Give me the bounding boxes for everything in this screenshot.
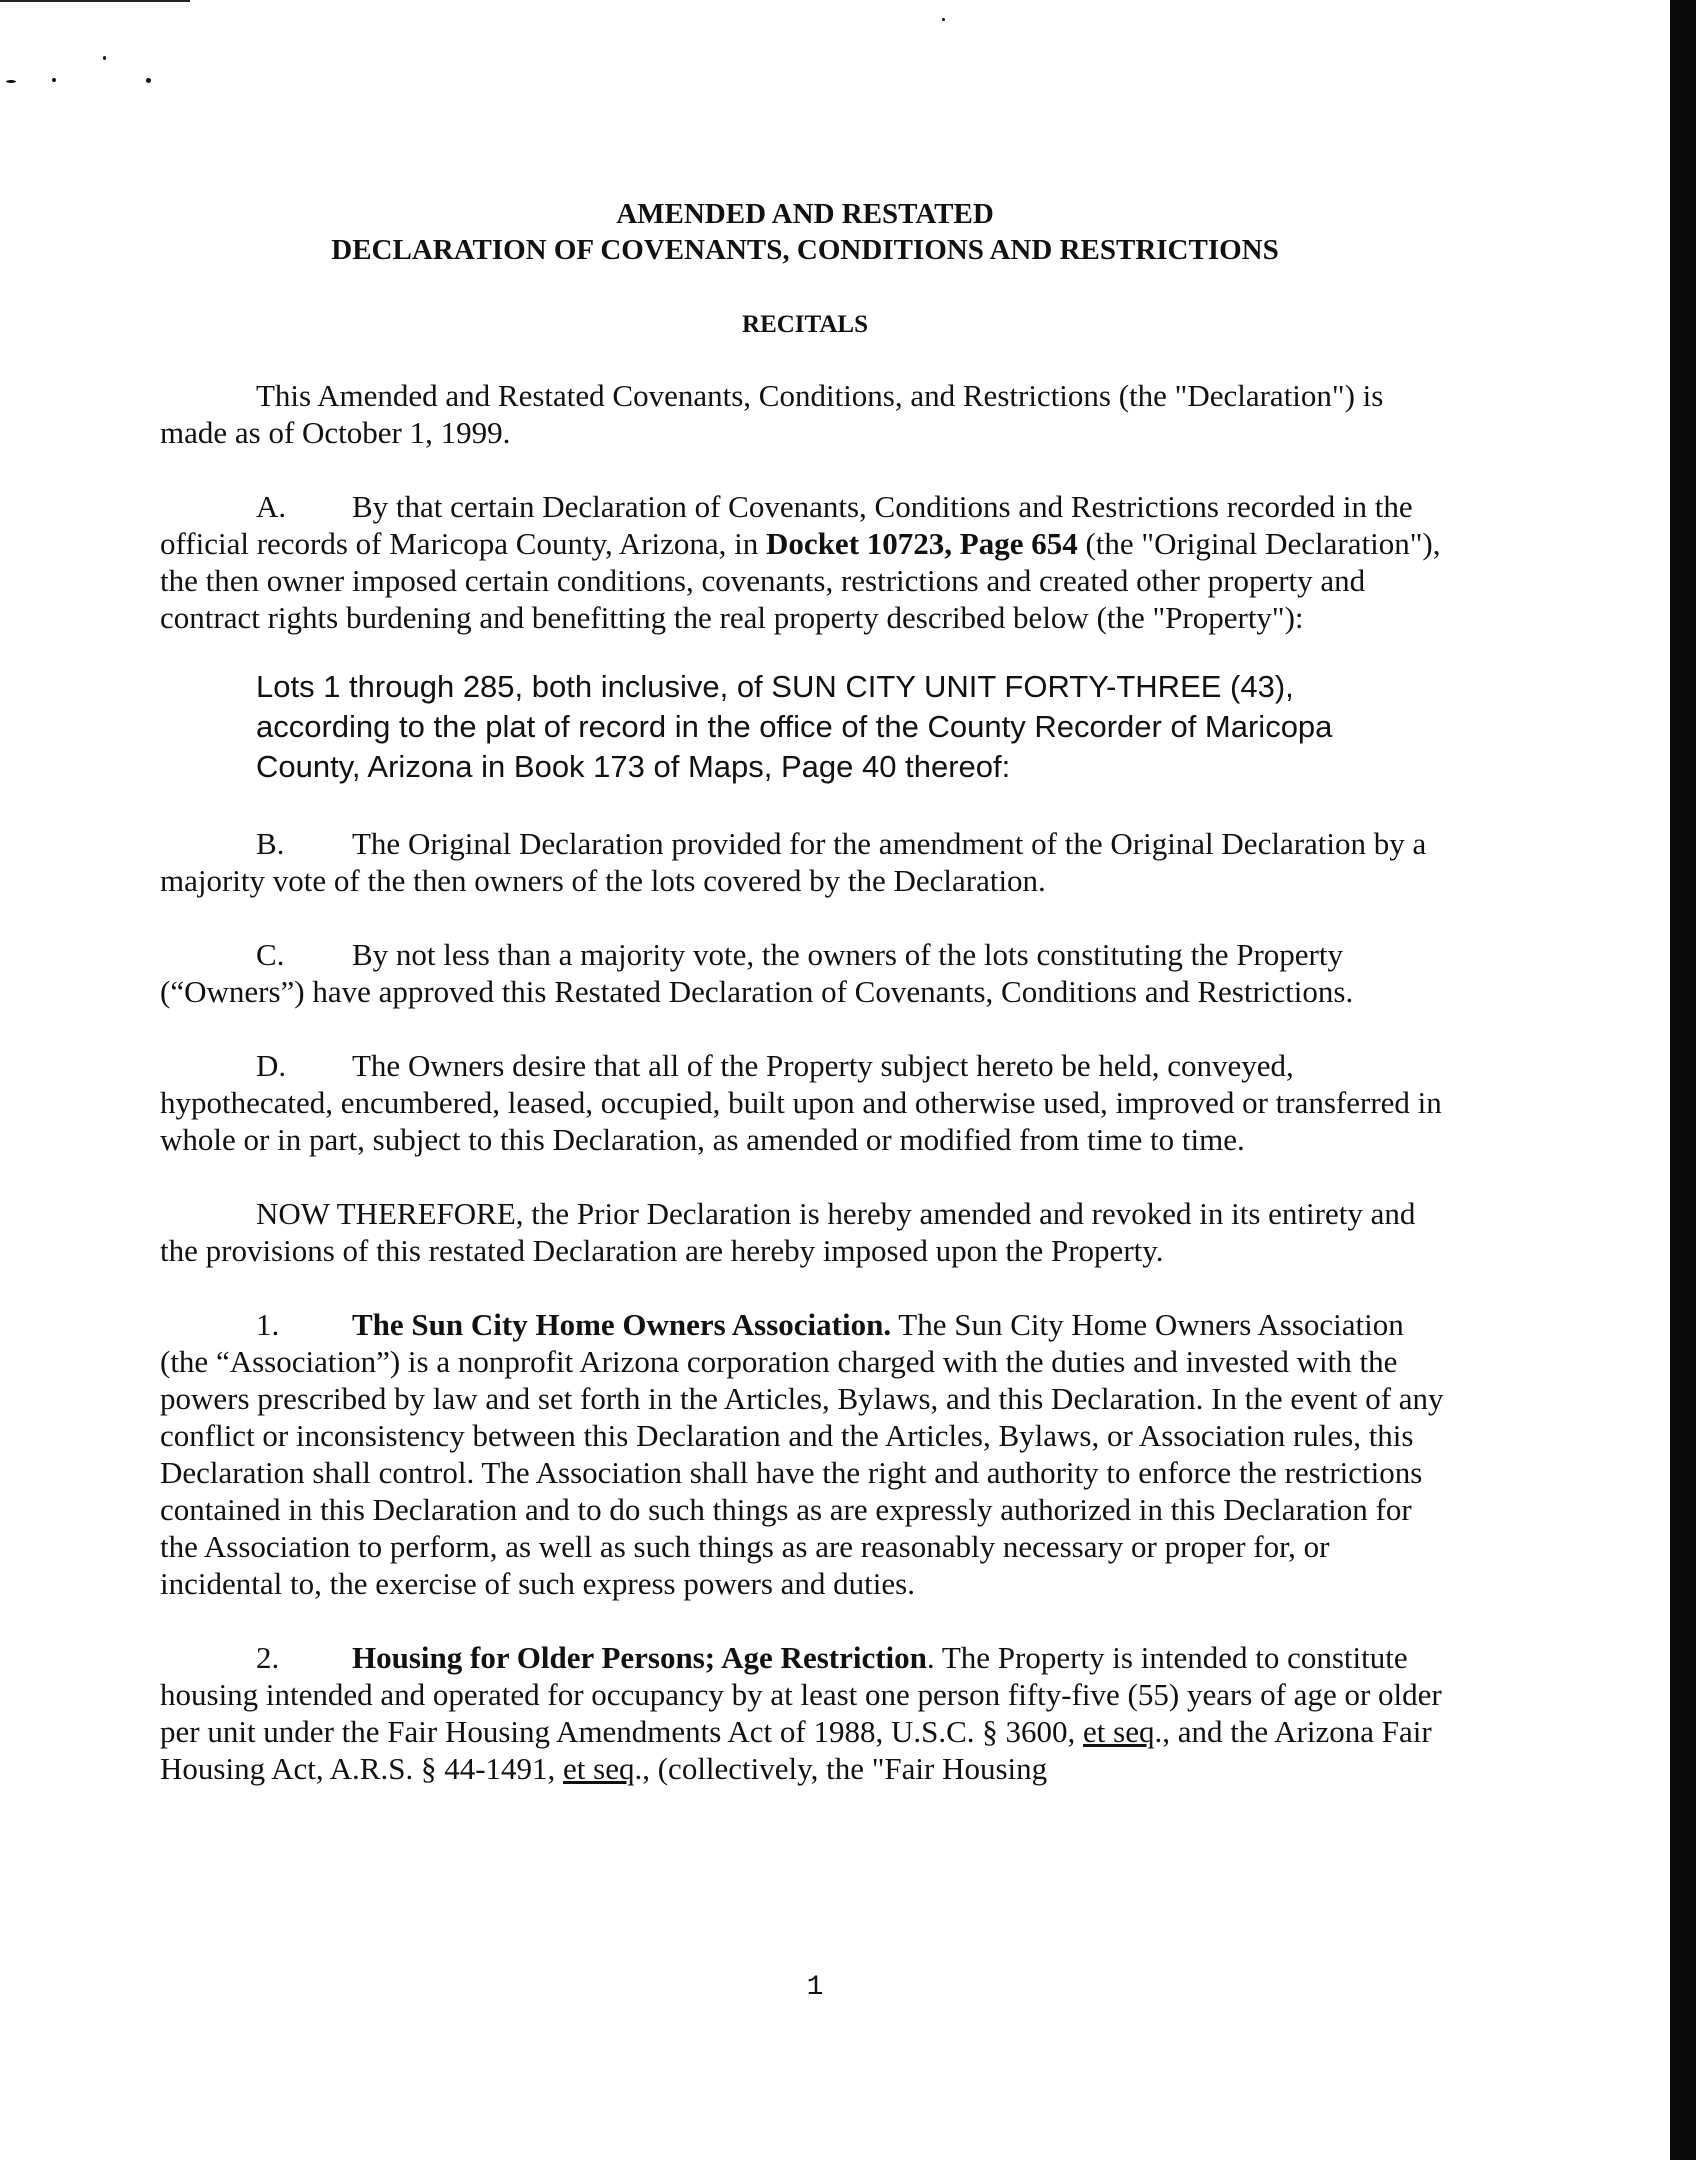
- section-1-heading: The Sun City Home Owners Association.: [352, 1307, 892, 1342]
- recital-a-label: A.: [256, 489, 287, 524]
- section-2-text-3: ., (collectively, the "Fair Housing: [634, 1751, 1048, 1786]
- scan-edge-bar: [1670, 0, 1696, 2160]
- section-1-text: The Sun City Home Owners Association (the “Association”) is a nonprofit Arizona corporation charged with the duties and invested with the powers prescribed by law and set forth in the Articles, Bylaws, and this Declaration. In the event of any conflict or inconsistency between this Declaration and the Articles, Bylaws, or Association rules, this Declaration shall control. The Association shall have the right and authority to enforce the restrictions contained in this Declaration and to do such things as are expressly authorized in this Declaration for the Association to perform, as well as such things as are reasonably necessary or proper for, or incidental to, the exercise of such express powers and duties.: [160, 1307, 1444, 1601]
- scan-speck: [6, 80, 16, 83]
- recital-b: [160, 825, 1450, 899]
- section-2: [160, 1639, 1450, 1787]
- now-therefore-paragraph: [160, 1195, 1450, 1269]
- section-1-number: 1.: [256, 1307, 280, 1342]
- scan-speck: [103, 56, 106, 60]
- property-description: Lots 1 through 285, both inclusive, of SUN CITY UNIT FORTY-THREE (43), according to the plat of record in the office of the County Recorder of Maricopa County, Arizona in Book 173 of Maps, Page 40 thereof:: [256, 669, 1333, 784]
- recital-c-text: By not less than a majority vote, the owners of the lots constituting the Property (“Owners”) have approved this Restated Declaration of Covenants, Conditions and Restrictions.: [160, 937, 1354, 1009]
- recital-a-text-2: (the "Original Declaration"), the then owner imposed certain conditions, covenants, restrictions and created other property and contract rights burdening and benefitting the real property described below (the "Property"):: [160, 526, 1441, 635]
- scan-speck: [942, 18, 945, 21]
- recital-d-text: The Owners desire that all of the Property subject hereto be held, conveyed, hypothecated, encumbered, leased, occupied, built upon and otherwise used, improved or transferred in whole or in part, subject to this Declaration, as amended or modified from time to time.: [160, 1048, 1442, 1157]
- now-therefore-text: NOW THEREFORE, the Prior Declaration is hereby amended and revoked in its entirety and the provisions of this restated Declaration are hereby imposed upon the Property.: [160, 1196, 1416, 1268]
- section-1: [160, 1306, 1450, 1602]
- recital-a-text-1: By that certain Declaration of Covenants, Conditions and Restrictions recorded in the official records of Maricopa County, Arizona, in: [160, 489, 1413, 561]
- recital-d: [160, 1047, 1450, 1158]
- title-line-1: AMENDED AND RESTATED: [616, 198, 994, 230]
- section-2-heading: Housing for Older Persons; Age Restriction: [352, 1640, 927, 1675]
- section-2-text-1: . The Property is intended to constitute housing intended and operated for occupancy by at least one person fifty-five (55) years of age or older per unit under the Fair Housing Amendments Act of 1988, U.S.C. § 3600,: [160, 1640, 1442, 1749]
- recital-a: [160, 488, 1450, 636]
- title-line-2: DECLARATION OF COVENANTS, CONDITIONS AND RESTRICTIONS: [331, 234, 1279, 266]
- document-title: [160, 196, 1450, 268]
- intro-paragraph: [160, 377, 1450, 451]
- scan-speck: [146, 78, 151, 83]
- et-seq-2: et seq: [563, 1751, 635, 1786]
- recital-d-label: D.: [256, 1048, 287, 1083]
- recital-b-text: The Original Declaration provided for the amendment of the Original Declaration by a majority vote of the then owners of the lots covered by the Declaration.: [160, 826, 1427, 898]
- section-2-number: 2.: [256, 1640, 280, 1675]
- page-number: 1: [806, 1972, 824, 2003]
- document-page: [160, 196, 1450, 1824]
- intro-text: This Amended and Restated Covenants, Conditions, and Restrictions (the "Declaration") is made as of October 1, 1999.: [160, 378, 1384, 450]
- recital-c: [160, 936, 1450, 1010]
- recitals-heading: RECITALS: [742, 311, 868, 338]
- scan-speck: [52, 78, 56, 82]
- recital-b-label: B.: [256, 826, 285, 861]
- et-seq-1: et seq: [1083, 1714, 1155, 1749]
- section-2-text-2: ., and the Arizona Fair Housing Act, A.R.S. § 44-1491,: [160, 1714, 1432, 1786]
- recital-c-label: C.: [256, 937, 285, 972]
- docket-reference: Docket 10723, Page 654: [766, 526, 1078, 561]
- scan-artifact-line: [0, 0, 190, 2]
